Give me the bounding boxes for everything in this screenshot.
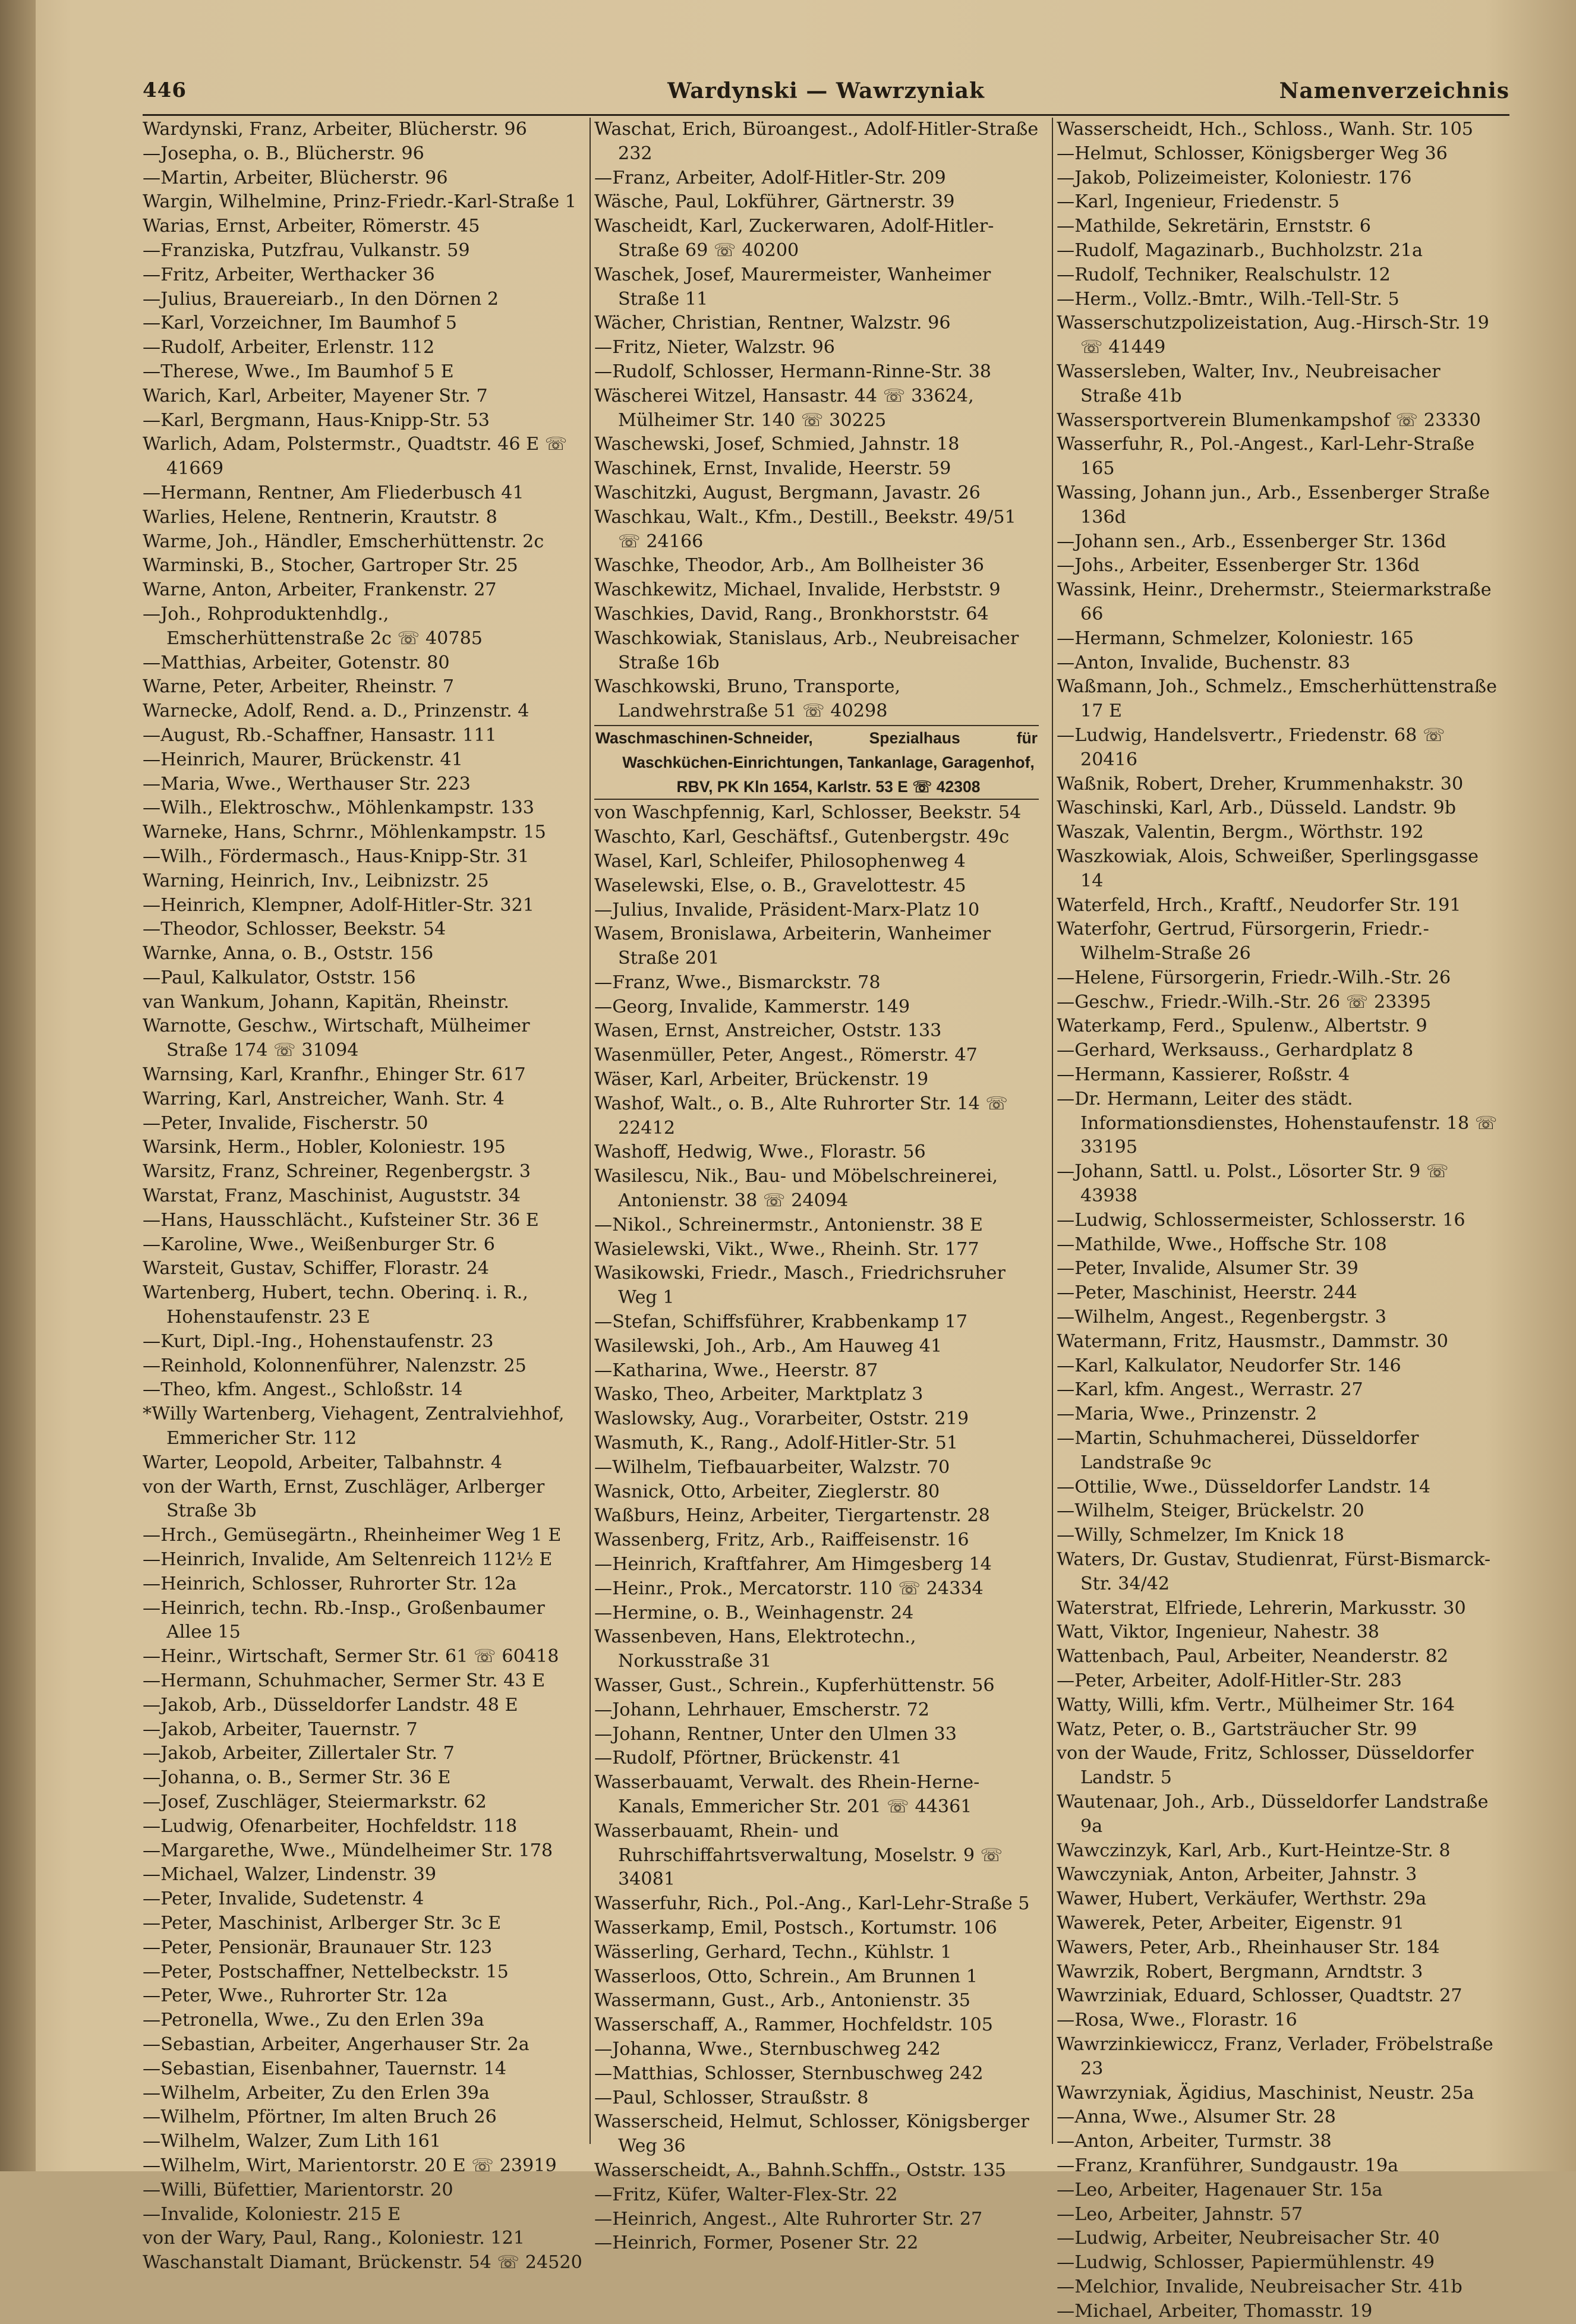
directory-entry: —Peter, Wwe., Ruhrorter Str. 12a [143,1985,448,2007]
directory-entry: —Martin, Arbeiter, Blücherstr. 96 [143,167,448,188]
directory-entry: Waschkowiak, Stanislaus, Arb., Neubreisacher Straße 16b [594,627,1019,673]
directory-entry: Wasikowski, Friedr., Masch., Friedrichsruher Weg 1 [594,1263,1006,1308]
directory-entry: —Willi, Büfettier, Marientorstr. 20 [143,2179,453,2200]
column-3 [1057,118,1501,2322]
directory-entry: Wasserbauamt, Verwalt. des Rhein-Herne-Kanals, Emmericher Str. 201 ☏ 44361 [594,1772,980,1817]
directory-entry: Wasserfuhr, Rich., Pol.-Ang., Karl-Lehr-Straße 5 [594,1893,1030,1915]
directory-entry: Wawers, Peter, Arb., Rheinhauser Str. 184 [1057,1937,1440,1958]
directory-entry: Waszak, Valentin, Bergm., Wörthstr. 192 [1057,822,1424,843]
directory-entry: Waschkowski, Bruno, Transporte, Landwehrstraße 51 ☏ 40298 [594,676,901,722]
directory-entry: Wassenberg, Fritz, Arb., Raiffeisenstr. 16 [594,1530,969,1551]
directory-entry: —Michael, Arbeiter, Thomasstr. 19 [1057,2300,1373,2322]
directory-entry: Warme, Joh., Händler, Emscherhüttenstr. 2c [143,531,544,552]
directory-entry: —Franz, Wwe., Bismarckstr. 78 [594,972,881,993]
directory-entry: —Jakob, Arb., Düsseldorfer Landstr. 48 E [143,1694,518,1716]
directory-entry: Waschek, Josef, Maurermeister, Wanheimer Straße 11 [594,264,991,310]
directory-entry: Wäsche, Paul, Lokführer, Gärtnerstr. 39 [594,191,955,213]
directory-entry: Waterstrat, Elfriede, Lehrerin, Markusstr. 30 [1057,1597,1466,1619]
directory-entry: Wasilewski, Joh., Arb., Am Hauweg 41 [594,1335,943,1357]
directory-entry: —Wilhelm, Steiger, Brückelstr. 20 [1057,1500,1364,1522]
directory-entry: Warne, Peter, Arbeiter, Rheinstr. 7 [143,676,455,698]
directory-entry: —Heinrich, Invalide, Am Seltenreich 112½ E [143,1549,553,1571]
directory-entry: Wässerling, Gerhard, Techn., Kühlstr. 1 [594,1941,952,1963]
directory-entry: Wasel, Karl, Schleifer, Philosophenweg 4 [594,850,966,872]
directory-entry: Wassermann, Gust., Arb., Antonienstr. 35 [594,1990,970,2011]
directory-entry: —Katharina, Wwe., Heerstr. 87 [594,1360,878,1381]
advertisement [594,725,1039,800]
directory-entry: —Paul, Schlosser, Straußstr. 8 [594,2087,869,2108]
directory-entry: Watermann, Fritz, Hausmstr., Dammstr. 30 [1057,1330,1448,1352]
directory-entry: Warich, Karl, Arbeiter, Mayener Str. 7 [143,385,488,406]
header-divider [143,114,1509,116]
directory-entry: —Sebastian, Eisenbahner, Tauernstr. 14 [143,2058,507,2079]
directory-entry: —Matthias, Arbeiter, Gotenstr. 80 [143,652,450,673]
directory-entry: Wassenbeven, Hans, Elektrotechn., Norkusstraße 31 [594,1626,916,1672]
directory-entry: —Anton, Arbeiter, Turmstr. 38 [1057,2131,1332,2152]
directory-entry: Wasserscheid, Helmut, Schlosser, Königsberger Weg 36 [594,2111,1029,2157]
directory-entry: —Ludwig, Handelsvertr., Friedenstr. 68 ☏ 20416 [1057,724,1445,770]
directory-entry: —Ludwig, Ofenarbeiter, Hochfeldstr. 118 [143,1815,518,1837]
directory-entry: Wasilescu, Nik., Bau- und Möbelschreinerei, Antonienstr. 38 ☏ 24094 [594,1166,998,1212]
directory-entry: —Hermann, Rentner, Am Fliederbusch 41 [143,482,524,503]
directory-entry: Warne, Anton, Arbeiter, Frankenstr. 27 [143,579,497,601]
directory-entry: —Wilhelm, Wirt, Marientorstr. 20 E ☏ 23919 [143,2155,557,2176]
directory-entry: —Jakob, Polizeimeister, Koloniestr. 176 [1057,167,1412,188]
directory-entry: Waterkamp, Ferd., Spulenw., Albertstr. 9 [1057,1016,1427,1037]
directory-entry: —Ludwig, Schlosser, Papiermühlenstr. 49 [1057,2252,1435,2273]
directory-entry: Wawrzyniak, Ägidius, Maschinist, Neustr. 25a [1057,2082,1474,2104]
directory-entry: —Mathilde, Sekretärin, Ernststr. 6 [1057,216,1372,237]
directory-entry: —Petronella, Wwe., Zu den Erlen 39a [143,2010,484,2031]
directory-entry: —Leo, Arbeiter, Hagenauer Str. 15a [1057,2179,1383,2200]
directory-entry: Wawczyniak, Anton, Arbeiter, Jahnstr. 3 [1057,1864,1417,1885]
directory-entry: —Josepha, o. B., Blücherstr. 96 [143,143,424,164]
directory-entry: Warter, Leopold, Arbeiter, Talbahnstr. 4 [143,1452,503,1473]
directory-entry: —Wilh., Fördermasch., Haus-Knipp-Str. 31 [143,846,529,867]
directory-entry: —Wilhelm, Angest., Regenbergstr. 3 [1057,1307,1386,1328]
directory-entry: Wäser, Karl, Arbeiter, Brückenstr. 19 [594,1069,929,1090]
directory-entry: Warnotte, Geschw., Wirtschaft, Mülheimer Straße 174 ☏ 31094 [143,1016,530,1061]
directory-entry: —Theo, kfm. Angest., Schloßstr. 14 [143,1379,463,1401]
directory-entry: —Peter, Maschinist, Arlberger Str. 3c E [143,1912,502,1934]
directory-entry: Waterfohr, Gertrud, Fürsorgerin, Friedr.-Wilhelm-Straße 26 [1057,919,1429,964]
directory-entry: Warsteit, Gustav, Schiffer, Florastr. 24 [143,1258,489,1279]
directory-entry: Wasserfuhr, R., Pol.-Angest., Karl-Lehr-Straße 165 [1057,434,1475,480]
directory-entry: Wasserscheidt, A., Bahnh.Schffn., Oststr. 135 [594,2159,1006,2181]
directory-entry: —Mathilde, Wwe., Hoffsche Str. 108 [1057,1234,1387,1255]
directory-entry: —Rudolf, Arbeiter, Erlenstr. 112 [143,337,435,358]
directory-entry: —Theodor, Schlosser, Beekstr. 54 [143,919,446,940]
directory-entry: Warneke, Hans, Schrnr., Möhlenkampstr. 15 [143,822,546,843]
directory-entry: —Hermann, Schuhmacher, Sermer Str. 43 E [143,1670,546,1691]
directory-entry: Warsitz, Franz, Schreiner, Regenbergstr. 3 [143,1161,531,1183]
directory-entry: Waters, Dr. Gustav, Studienrat, Fürst-Bismarck-Str. 34/42 [1057,1549,1491,1594]
directory-entry: —Johanna, Wwe., Sternbuschweg 242 [594,2038,941,2060]
directory-entry: Watty, Willi, kfm. Vertr., Mülheimer Str. 164 [1057,1694,1455,1716]
directory-entry: —Martin, Schuhmacherei, Düsseldorfer Landstraße 9c [1057,1428,1419,1473]
directory-entry: Watt, Viktor, Ingenieur, Nahestr. 38 [1057,1622,1380,1643]
directory-entry: Waßmann, Joh., Schmelz., Emscherhüttenstraße 17 E [1057,676,1497,722]
directory-entry: —Kurt, Dipl.-Ing., Hohenstaufenstr. 23 [143,1330,494,1352]
directory-entry: von der Waude, Fritz, Schlosser, Düsseldorfer Landstr. 5 [1057,1743,1474,1789]
directory-entry: Wasem, Bronislawa, Arbeiterin, Wanheimer Straße 201 [594,923,991,969]
directory-entry: Wasser, Gust., Schrein., Kupferhüttenstr. 56 [594,1675,995,1696]
directory-entry: —Wilh., Elektroschw., Möhlenkampstr. 133 [143,797,534,819]
directory-entry: Waßburs, Heinz, Arbeiter, Tiergartenstr. 28 [594,1505,990,1527]
page-header [143,76,1509,112]
directory-entry: —Willy, Schmelzer, Im Knick 18 [1057,1525,1345,1546]
directory-entry: —Therese, Wwe., Im Baumhof 5 E [143,361,454,382]
advertisement-body: Waschküchen-Einrichtungen, Tankanlage, Garagenhof, RBV, PK Kln 1654, Karlstr. 53 E ☏ 42308 [622,753,1035,796]
directory-entry: —Rudolf, Magazinarb., Buchholzstr. 21a [1057,239,1423,261]
directory-entry: Waschanstalt Diamant, Brückenstr. 54 ☏ 24520 [143,2252,582,2273]
directory-entry: —Melchior, Invalide, Neubreisacher Str. 41b [1057,2276,1462,2297]
directory-entry: Wasko, Theo, Arbeiter, Marktplatz 3 [594,1384,923,1405]
directory-entry: Wasserscheidt, Hch., Schloss., Wanh. Str. 105 [1057,119,1473,140]
directory-entry: Warring, Karl, Anstreicher, Wanh. Str. 4 [143,1088,505,1109]
directory-entry: —Heinr., Wirtschaft, Sermer Str. 61 ☏ 60418 [143,1646,559,1667]
directory-entry: —Heinr., Prok., Mercatorstr. 110 ☏ 24334 [594,1578,984,1599]
directory-entry: Wawrzinkiewiccz, Franz, Verlader, Fröbelstraße 23 [1057,2033,1493,2079]
directory-entry: —Johs., Arbeiter, Essenberger Str. 136d [1057,555,1420,576]
directory-entry: —Peter, Invalide, Fischerstr. 50 [143,1112,428,1134]
directory-entry: Waselewski, Else, o. B., Gravelottestr. 45 [594,875,966,896]
directory-entry: Wassink, Heinr., Drehermstr., Steiermarkstraße 66 [1057,579,1492,625]
directory-entry: Waschkewitz, Michael, Invalide, Herbststr. 9 [594,579,1001,601]
directory-entry: —Helene, Fürsorgerin, Friedr.-Wilh.-Str. 26 [1057,967,1451,988]
directory-entry: Waschat, Erich, Büroangest., Adolf-Hitler-Straße 232 [594,119,1039,164]
directory-entry: —Heinrich, Klempner, Adolf-Hitler-Str. 321 [143,894,534,916]
directory-entry: Wasserbauamt, Rhein- und Ruhrschiffahrtsverwaltung, Moselstr. 9 ☏ 34081 [594,1820,1003,1890]
directory-entry: Warnke, Anna, o. B., Oststr. 156 [143,943,434,964]
directory-entry: —Paul, Kalkulator, Oststr. 156 [143,967,416,988]
directory-entry: —Fritz, Küfer, Walter-Flex-Str. 22 [594,2184,898,2205]
directory-entry: —Geschw., Friedr.-Wilh.-Str. 26 ☏ 23395 [1057,991,1432,1013]
directory-entry: Wasen, Ernst, Anstreicher, Oststr. 133 [594,1020,942,1042]
directory-entry: —Fritz, Nieter, Walzstr. 96 [594,337,835,358]
directory-entry: Warning, Heinrich, Inv., Leibnizstr. 25 [143,870,489,891]
directory-entry: Wasielewski, Vikt., Wwe., Rheinh. Str. 177 [594,1238,979,1260]
directory-entry: —Nikol., Schreinermstr., Antonienstr. 38 E [594,1214,983,1235]
directory-entry: van Wankum, Johann, Kapitän, Rheinstr. [143,991,510,1013]
directory-entry: —Stefan, Schiffsführer, Krabbenkamp 17 [594,1311,968,1333]
directory-entry: Wargin, Wilhelmine, Prinz-Friedr.-Karl-Straße 1 [143,191,576,213]
directory-entry: Waschto, Karl, Geschäftsf., Gutenbergstr. 49c [594,827,1010,848]
directory-entry: —Rosa, Wwe., Florastr. 16 [1057,2010,1297,2031]
column-2 [594,118,1039,2254]
directory-entry: —Peter, Invalide, Sudetenstr. 4 [143,1888,424,1910]
directory-entry: —Karl, Bergmann, Haus-Knipp-Str. 53 [143,409,490,431]
directory-entry: *Willy Wartenberg, Viehagent, Zentralviehhof, Emmericher Str. 112 [143,1404,565,1449]
directory-entry: —Georg, Invalide, Kammerstr. 149 [594,996,910,1017]
directory-entry: —Hrch., Gemüsegärtn., Rheinheimer Weg 1 E [143,1525,562,1546]
directory-entry: —Heinrich, Angest., Alte Ruhrorter Str. 27 [594,2208,983,2230]
directory-entry: —Gerhard, Werksauss., Gerhardplatz 8 [1057,1040,1414,1061]
directory-entry: Waschkies, David, Rang., Bronkhorststr. 64 [594,603,989,625]
directory-entry: Warsink, Herm., Hobler, Koloniestr. 195 [143,1137,506,1158]
directory-entry: Wasenmüller, Peter, Angest., Römerstr. 47 [594,1045,978,1066]
directory-entry: —Reinhold, Kolonnenführer, Nalenzstr. 25 [143,1355,527,1376]
directory-entry: —Anna, Wwe., Alsumer Str. 28 [1057,2107,1337,2128]
directory-entry: —Johann, Sattl. u. Polst., Lösorter Str. 9 ☏ 43938 [1057,1161,1449,1207]
section-title: Namenverzeichnis [1279,78,1509,103]
directory-entry: Warias, Ernst, Arbeiter, Römerstr. 45 [143,216,480,237]
directory-entry: —Hermine, o. B., Weinhagenstr. 24 [594,1602,914,1623]
directory-entry: Wawrziniak, Eduard, Schlosser, Quadtstr. 27 [1057,1985,1462,2007]
directory-entry: —Franz, Arbeiter, Adolf-Hitler-Str. 209 [594,167,946,188]
directory-entry: —Ludwig, Arbeiter, Neubreisacher Str. 40 [1057,2228,1440,2249]
directory-entry: —Rudolf, Pförtner, Brückenstr. 41 [594,1748,902,1769]
directory-entry: Wawczinzyk, Karl, Arb., Kurt-Heintze-Str. 8 [1057,1840,1451,1861]
directory-entry: Warlich, Adam, Polstermstr., Quadtstr. 46 E ☏ 41669 [143,434,568,480]
directory-entry: —Hans, Hausschlächt., Kufsteiner Str. 36 E [143,1209,539,1231]
directory-entry: —Wilhelm, Walzer, Zum Lith 161 [143,2131,442,2152]
directory-entry: —Franziska, Putzfrau, Vulkanstr. 59 [143,239,470,261]
directory-entry: Warstat, Franz, Maschinist, Auguststr. 34 [143,1185,521,1207]
directory-entry: —Wilhelm, Arbeiter, Zu den Erlen 39a [143,2082,490,2104]
page-number: 446 [143,78,187,102]
directory-entry: Wächer, Christian, Rentner, Walzstr. 96 [594,313,951,334]
directory-entry: —Josef, Zuschläger, Steiermarkstr. 62 [143,1791,487,1812]
directory-entry: —Johann sen., Arb., Essenberger Str. 136d [1057,531,1446,552]
directory-entry: —Michael, Walzer, Lindenstr. 39 [143,1864,437,1885]
directory-entry: Wascheidt, Karl, Zuckerwaren, Adolf-Hitler-Straße 69 ☏ 40200 [594,216,994,261]
directory-entry: —Karl, Ingenieur, Friedenstr. 5 [1057,191,1339,213]
directory-entry: —Johann, Rentner, Unter den Ulmen 33 [594,1723,957,1745]
directory-entry: —Jakob, Arbeiter, Tauernstr. 7 [143,1718,418,1740]
directory-entry: Wasnick, Otto, Arbeiter, Zieglerstr. 80 [594,1481,940,1502]
directory-entry: Waßnik, Robert, Dreher, Krummenhakstr. 30 [1057,773,1464,794]
directory-entry: —Herm., Vollz.-Bmtr., Wilh.-Tell-Str. 5 [1057,288,1400,310]
directory-entry: —Joh., Rohproduktenhdlg., Emscherhüttenstraße 2c ☏ 40785 [143,603,483,649]
directory-entry: —Peter, Postschaffner, Nettelbeckstr. 15 [143,1961,509,1982]
directory-entry: —Rudolf, Schlosser, Hermann-Rinne-Str. 38 [594,361,991,382]
directory-entry: —Johann, Lehrhauer, Emscherstr. 72 [594,1699,929,1720]
directory-entry: —Heinrich, Former, Posener Str. 22 [594,2232,919,2254]
directory-entry: Waterfeld, Hrch., Kraftf., Neudorfer Str. 191 [1057,894,1461,916]
directory-entry: —Julius, Brauereiarb., In den Dörnen 2 [143,288,499,310]
directory-entry: —Wilhelm, Pförtner, Im alten Bruch 26 [143,2107,497,2128]
directory-entry: —Jakob, Arbeiter, Zillertaler Str. 7 [143,1743,455,1764]
directory-entry: —Maria, Wwe., Prinzenstr. 2 [1057,1404,1317,1425]
directory-entry: Wattenbach, Paul, Arbeiter, Neanderstr. 82 [1057,1646,1449,1667]
column-1 [143,118,587,2273]
directory-entry: Waschinski, Karl, Arb., Düsseld. Landstr. 9b [1057,797,1457,819]
directory-entry: Wassing, Johann jun., Arb., Essenberger Straße 136d [1057,482,1490,528]
directory-entry: Wäscherei Witzel, Hansastr. 44 ☏ 33624, Mülheimer Str. 140 ☏ 30225 [594,385,974,431]
directory-entry: Wartenberg, Hubert, techn. Oberinq. i. R., Hohenstaufenstr. 23 E [143,1282,528,1328]
directory-entry: —August, Rb.-Schaffner, Hansastr. 111 [143,724,497,746]
directory-entry: —Ottilie, Wwe., Düsseldorfer Landstr. 14 [1057,1476,1431,1497]
directory-entry: —Margarethe, Wwe., Mündelheimer Str. 178 [143,1840,553,1861]
directory-entry: —Fritz, Arbeiter, Werthacker 36 [143,264,435,285]
directory-entry: von der Warth, Ernst, Zuschläger, Arlberger Straße 3b [143,1476,545,1522]
directory-entry: Waschewski, Josef, Schmied, Jahnstr. 18 [594,434,960,455]
directory-entry: —Hermann, Schmelzer, Koloniestr. 165 [1057,627,1414,649]
directory-entry: Wassersportverein Blumenkampshof ☏ 23330 [1057,409,1481,431]
directory-entry: Wasserkamp, Emil, Postsch., Kortumstr. 106 [594,1917,997,1938]
column-divider-1 [590,118,591,2144]
directory-entry: Wawrzik, Robert, Bergmann, Arndtstr. 3 [1057,1961,1423,1982]
directory-entry: Wasserloos, Otto, Schrein., Am Brunnen 1 [594,1966,978,1987]
directory-entry: —Sebastian, Arbeiter, Angerhauser Str. 2a [143,2033,529,2055]
directory-entry: Wasserschaff, A., Rammer, Hochfeldstr. 105 [594,2014,993,2036]
directory-entry: Wautenaar, Joh., Arb., Düsseldorfer Landstraße 9a [1057,1791,1489,1837]
directory-entry: Wardynski, Franz, Arbeiter, Blücherstr. 96 [143,119,527,140]
directory-entry: Waszkowiak, Alois, Schweißer, Sperlingsgasse 14 [1057,846,1479,891]
directory-entry: —Heinrich, Schlosser, Ruhrorter Str. 12a [143,1573,517,1594]
book-spine [0,0,36,2171]
directory-entry: —Julius, Invalide, Präsident-Marx-Platz 10 [594,899,980,920]
directory-entry: —Helmut, Schlosser, Königsberger Weg 36 [1057,143,1448,164]
directory-entry: Waschkau, Walt., Kfm., Destill., Beekstr. 49/51 ☏ 24166 [594,506,1016,552]
directory-entry: Watz, Peter, o. B., Gartsträucher Str. 99 [1057,1718,1417,1740]
advertisement-headline: Waschmaschinen-Schneider, Spezialhaus für [595,729,1038,747]
directory-entry: Waschke, Theodor, Arb., Am Bollheister 36 [594,555,984,576]
directory-entry: —Maria, Wwe., Werthauser Str. 223 [143,773,471,794]
directory-entry: Wasserschutzpolizeistation, Aug.-Hirsch-Str. 19 ☏ 41449 [1057,313,1489,358]
directory-entry: —Heinrich, techn. Rb.-Insp., Großenbaumer Allee 15 [143,1597,545,1643]
directory-entry: —Leo, Arbeiter, Jahnstr. 57 [1057,2203,1303,2225]
directory-entry: Waschinek, Ernst, Invalide, Heerstr. 59 [594,458,951,480]
directory-entry: —Ludwig, Schlossermeister, Schlosserstr. 16 [1057,1209,1465,1231]
directory-entry: —Karl, Kalkulator, Neudorfer Str. 146 [1057,1355,1401,1376]
directory-entry: —Peter, Arbeiter, Adolf-Hitler-Str. 283 [1057,1670,1402,1691]
directory-entry: —Karl, Vorzeichner, Im Baumhof 5 [143,313,458,334]
directory-entry: Washof, Walt., o. B., Alte Ruhrorter Str. 14 ☏ 22412 [594,1093,1008,1139]
directory-entry: —Heinrich, Maurer, Brückenstr. 41 [143,749,463,770]
directory-entry: —Dr. Hermann, Leiter des städt. Informationsdienstes, Hohenstaufenstr. 18 ☏ 33195 [1057,1088,1498,1158]
directory-entry: —Franz, Kranführer, Sundgaustr. 19a [1057,2155,1399,2176]
directory-entry: Warnsing, Karl, Kranfhr., Ehinger Str. 617 [143,1064,526,1086]
directory-entry: —Rudolf, Techniker, Realschulstr. 12 [1057,264,1391,285]
directory-entry: Wawerek, Peter, Arbeiter, Eigenstr. 91 [1057,1912,1405,1934]
directory-entry: —Matthias, Schlosser, Sternbuschweg 242 [594,2063,984,2084]
directory-entry: —Peter, Invalide, Alsumer Str. 39 [1057,1258,1358,1279]
directory-entry: Wawer, Hubert, Verkäufer, Werthstr. 29a [1057,1888,1427,1910]
directory-entry: Washoff, Hedwig, Wwe., Florastr. 56 [594,1141,926,1163]
directory-entry: —Hermann, Kassierer, Roßstr. 4 [1057,1064,1350,1086]
directory-entry: —Invalide, Koloniestr. 215 E [143,2203,401,2225]
directory-entry: von Waschpfennig, Karl, Schlosser, Beekstr. 54 [594,802,1022,824]
directory-entry: —Anton, Invalide, Buchenstr. 83 [1057,652,1351,673]
directory-entry: —Karl, kfm. Angest., Werrastr. 27 [1057,1379,1363,1401]
directory-entry: —Wilhelm, Tiefbauarbeiter, Walzstr. 70 [594,1456,950,1478]
running-title: Wardynski — Wawrzyniak [667,78,985,103]
directory-entry: Warnecke, Adolf, Rend. a. D., Prinzenstr. 4 [143,701,529,722]
directory-entry: —Johanna, o. B., Sermer Str. 36 E [143,1767,451,1789]
column-divider-2 [1052,118,1053,2144]
directory-entry: Waschitzki, August, Bergmann, Javastr. 26 [594,482,981,503]
directory-entry: von der Wary, Paul, Rang., Koloniestr. 121 [143,2228,525,2249]
directory-entry: Warlies, Helene, Rentnerin, Krautstr. 8 [143,506,497,528]
directory-entry: —Peter, Pensionär, Braunauer Str. 123 [143,1937,493,1958]
directory-entry: —Peter, Maschinist, Heerstr. 244 [1057,1282,1357,1304]
directory-entry: Warminski, B., Stocher, Gartroper Str. 25 [143,555,518,576]
directory-entry: Waslowsky, Aug., Vorarbeiter, Oststr. 219 [594,1408,969,1430]
directory-entry: Wassersleben, Walter, Inv., Neubreisacher Straße 41b [1057,361,1441,406]
directory-entry: —Karoline, Wwe., Weißenburger Str. 6 [143,1234,495,1255]
directory-entry: —Heinrich, Kraftfahrer, Am Himgesberg 14 [594,1554,992,1575]
directory-entry: Wasmuth, K., Rang., Adolf-Hitler-Str. 51 [594,1433,959,1454]
